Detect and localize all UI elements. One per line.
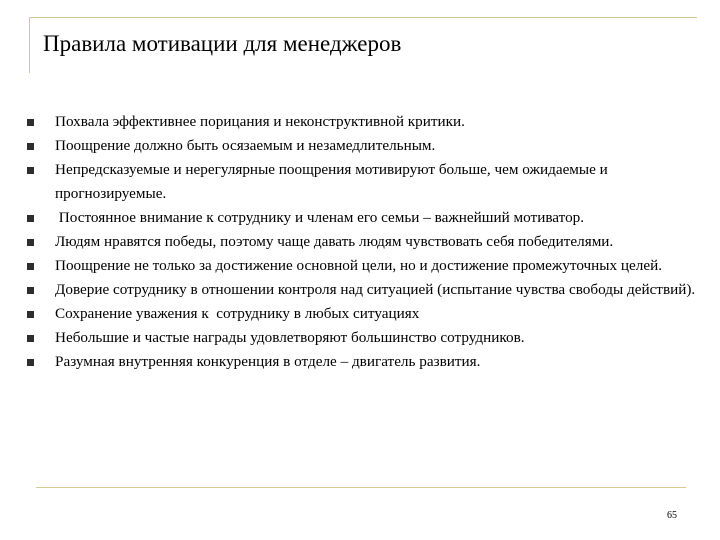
- square-bullet-icon: [27, 359, 34, 366]
- title-frame-top-line: [29, 17, 697, 18]
- list-item: [24, 302, 714, 326]
- title-frame-left-line: [29, 17, 30, 73]
- list-item-text: Разумная внутренняя конкуренция в отделе – двигатель развития.: [55, 353, 481, 370]
- slide-title: Правила мотивации для менеджеров: [43, 31, 402, 56]
- square-bullet-icon: [27, 311, 34, 318]
- square-bullet-icon: [27, 335, 34, 342]
- square-bullet-icon: [27, 143, 34, 150]
- list-item-text: Постоянное внимание к сотруднику и членам его семьи – важнейший мотиватор.: [55, 209, 585, 226]
- list-item-text: Похвала эффективнее порицания и неконструктивной критики.: [55, 113, 465, 130]
- square-bullet-icon: [27, 239, 34, 246]
- list-item: [24, 278, 714, 302]
- list-item: [24, 110, 714, 134]
- footer-divider-line: [36, 487, 686, 488]
- list-item-text: Сохранение уважения к сотруднику в любых ситуациях: [55, 305, 420, 322]
- bullet-list: [24, 110, 714, 374]
- square-bullet-icon: [27, 287, 34, 294]
- list-item: [24, 350, 714, 374]
- list-item: [24, 134, 714, 158]
- square-bullet-icon: [27, 119, 34, 126]
- list-item: [24, 158, 714, 206]
- list-item: [24, 326, 714, 350]
- list-item-text: Поощрение должно быть осязаемым и незамедлительным.: [55, 137, 436, 154]
- list-item-text: Непредсказуемые и нерегулярные поощрения мотивируют больше, чем ожидаемые и прогнозируемые.: [55, 161, 608, 202]
- page-number: 65: [667, 510, 677, 521]
- list-item: [24, 230, 714, 254]
- list-item: [24, 254, 714, 278]
- list-item-text: Поощрение не только за достижение основной цели, но и достижение промежуточных целей.: [55, 257, 663, 274]
- list-item-text: Доверие сотруднику в отношении контроля над ситуацией (испытание чувства свободы действий).: [55, 281, 696, 298]
- list-item: [24, 206, 714, 230]
- list-item-text: Людям нравятся победы, поэтому чаще давать людям чувствовать себя победителями.: [55, 233, 614, 250]
- list-item-text: Небольшие и частые награды удовлетворяют большинство сотрудников.: [55, 329, 525, 346]
- square-bullet-icon: [27, 263, 34, 270]
- square-bullet-icon: [27, 215, 34, 222]
- square-bullet-icon: [27, 167, 34, 174]
